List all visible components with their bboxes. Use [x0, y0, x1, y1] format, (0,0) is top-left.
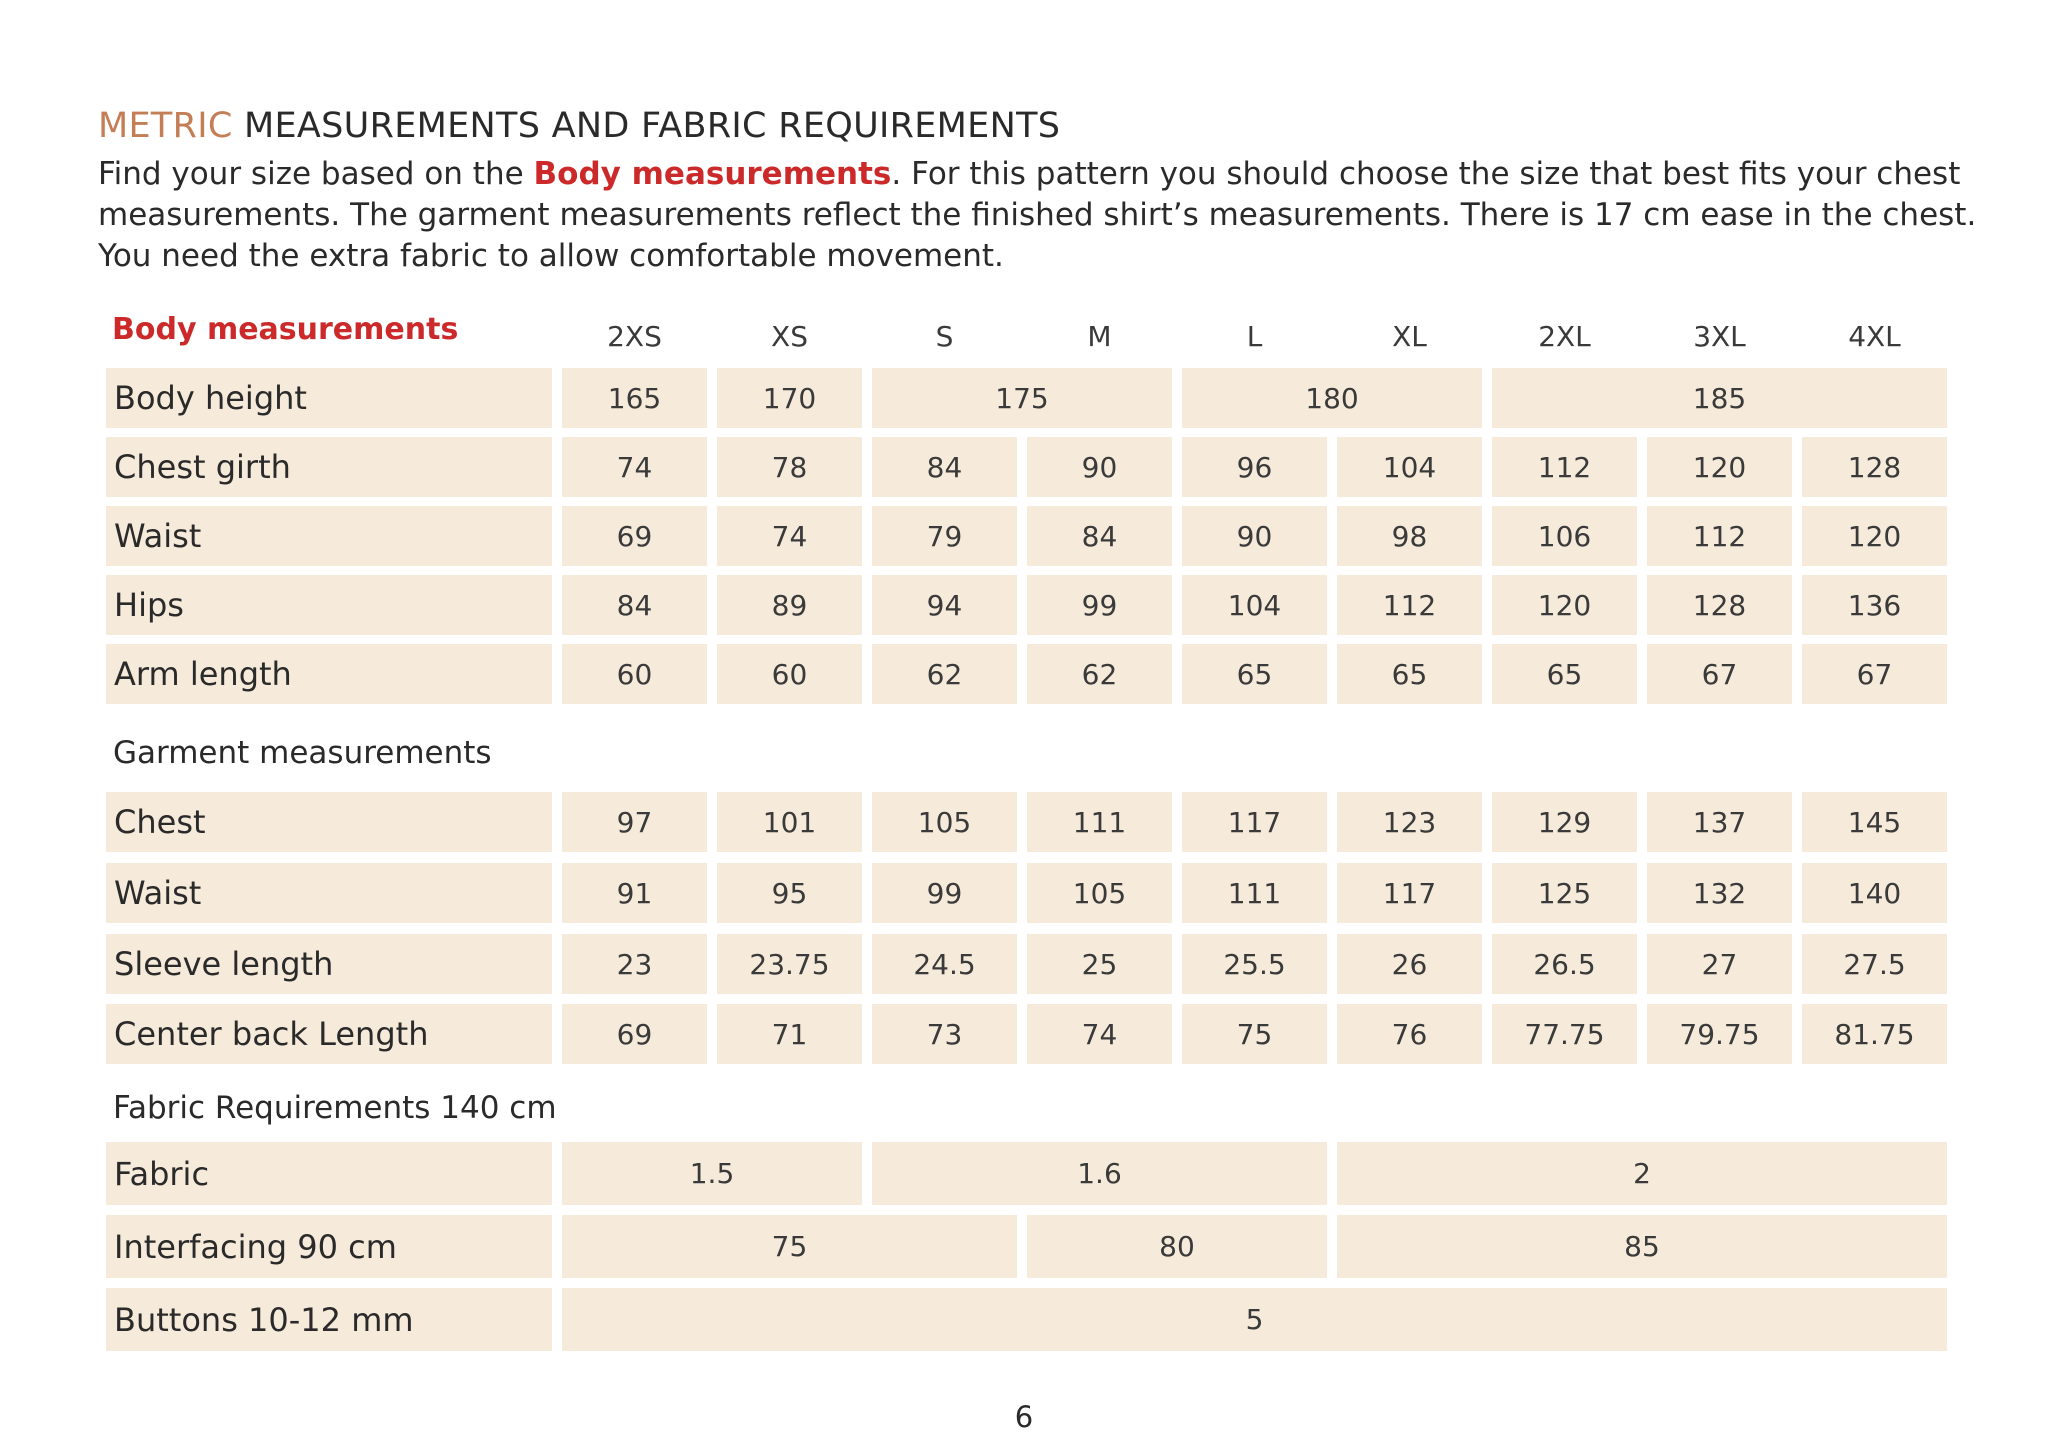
table-cell: 62: [872, 644, 1017, 704]
table-cell: 123: [1337, 792, 1482, 852]
table-cell: 101: [717, 792, 862, 852]
table-cell: 74: [562, 437, 707, 497]
table-cell: 84: [562, 575, 707, 635]
size-header-3xl: 3XL: [1693, 319, 1746, 353]
table-cell: 71: [717, 1004, 862, 1064]
table-cell: 79: [872, 506, 1017, 566]
table-cell: 89: [717, 575, 862, 635]
table-cell: 117: [1182, 792, 1327, 852]
table-cell: 60: [562, 644, 707, 704]
row-label: Chest girth: [106, 437, 552, 497]
table-cell: 27: [1647, 934, 1792, 994]
table-cell: 65: [1492, 644, 1637, 704]
intro-paragraph: [98, 154, 1998, 277]
table-cell: 69: [562, 1004, 707, 1064]
table-cell: 98: [1337, 506, 1482, 566]
table-cell: 91: [562, 863, 707, 923]
size-header-s: S: [935, 319, 954, 353]
table-cell: 112: [1337, 575, 1482, 635]
table-cell: 137: [1647, 792, 1792, 852]
size-header-xs: XS: [771, 319, 808, 353]
garment-measurements-header: Garment measurements: [113, 735, 492, 771]
table-cell: 165: [562, 368, 707, 428]
table-cell: 65: [1337, 644, 1482, 704]
table-cell: 1.6: [872, 1142, 1327, 1205]
table-cell: 1.5: [562, 1142, 862, 1205]
size-header-m: M: [1087, 319, 1112, 353]
table-cell: 26: [1337, 934, 1482, 994]
table-cell: 25.5: [1182, 934, 1327, 994]
intro-text: Find your size based on the: [98, 156, 534, 192]
size-header-4xl: 4XL: [1848, 319, 1901, 353]
row-label: Chest: [106, 792, 552, 852]
row-label: Buttons 10-12 mm: [106, 1288, 552, 1351]
heading-accent: METRIC: [98, 106, 233, 146]
table-cell: 62: [1027, 644, 1172, 704]
page-heading: [98, 106, 1060, 146]
table-cell: 136: [1802, 575, 1947, 635]
table-cell: 120: [1647, 437, 1792, 497]
fabric-requirements-header: Fabric Requirements 140 cm: [113, 1090, 557, 1126]
table-cell: 170: [717, 368, 862, 428]
table-cell: 80: [1027, 1215, 1327, 1278]
row-label: Center back Length: [106, 1004, 552, 1064]
table-cell: 117: [1337, 863, 1482, 923]
table-cell: 129: [1492, 792, 1637, 852]
table-cell: 23.75: [717, 934, 862, 994]
table-cell: 140: [1802, 863, 1947, 923]
row-label: Waist: [106, 863, 552, 923]
table-cell: 96: [1182, 437, 1327, 497]
table-cell: 90: [1182, 506, 1327, 566]
size-header-2xl: 2XL: [1538, 319, 1591, 353]
table-cell: 69: [562, 506, 707, 566]
row-label: Interfacing 90 cm: [106, 1215, 552, 1278]
row-label: Arm length: [106, 644, 552, 704]
table-cell: 60: [717, 644, 862, 704]
table-cell: 25: [1027, 934, 1172, 994]
table-cell: 67: [1802, 644, 1947, 704]
table-cell: 104: [1337, 437, 1482, 497]
row-label: Sleeve length: [106, 934, 552, 994]
table-cell: 104: [1182, 575, 1327, 635]
table-cell: 75: [1182, 1004, 1327, 1064]
table-cell: 65: [1182, 644, 1327, 704]
size-header-xl: XL: [1392, 319, 1427, 353]
table-cell: 111: [1182, 863, 1327, 923]
page-number: 6: [1014, 1400, 1034, 1434]
table-cell: 128: [1802, 437, 1947, 497]
table-cell: 73: [872, 1004, 1017, 1064]
table-cell: 2: [1337, 1142, 1947, 1205]
table-cell: 106: [1492, 506, 1637, 566]
table-cell: 76: [1337, 1004, 1482, 1064]
table-cell: 75: [562, 1215, 1017, 1278]
heading-rest: MEASUREMENTS AND FABRIC REQUIREMENTS: [232, 106, 1061, 146]
table-cell: 145: [1802, 792, 1947, 852]
table-cell: 120: [1802, 506, 1947, 566]
size-header-2xs: 2XS: [607, 319, 662, 353]
table-cell: 84: [872, 437, 1017, 497]
table-cell: 94: [872, 575, 1017, 635]
table-cell: 99: [1027, 575, 1172, 635]
size-header-l: L: [1246, 319, 1263, 353]
table-cell: 105: [872, 792, 1017, 852]
table-cell: 90: [1027, 437, 1172, 497]
table-cell: 99: [872, 863, 1017, 923]
intro-line-1: [98, 154, 1998, 195]
table-cell: 5: [562, 1288, 1947, 1351]
table-cell: 78: [717, 437, 862, 497]
table-cell: 120: [1492, 575, 1637, 635]
table-cell: 111: [1027, 792, 1172, 852]
table-cell: 79.75: [1647, 1004, 1792, 1064]
table-cell: 74: [1027, 1004, 1172, 1064]
table-cell: 84: [1027, 506, 1172, 566]
row-label: Hips: [106, 575, 552, 635]
intro-highlight: Body measurements: [533, 156, 892, 192]
table-cell: 23: [562, 934, 707, 994]
table-cell: 95: [717, 863, 862, 923]
table-cell: 67: [1647, 644, 1792, 704]
intro-text: . For this pattern you should choose the size that best fits your chest: [891, 156, 1961, 192]
intro-line-2: measurements. The garment measurements reflect the finished shirt’s measurements. There is 17 cm ease in the chest.: [98, 197, 1977, 233]
row-label: Fabric: [106, 1142, 552, 1205]
table-cell: 27.5: [1802, 934, 1947, 994]
table-cell: 180: [1182, 368, 1482, 428]
row-label: Body height: [106, 368, 552, 428]
table-cell: 112: [1492, 437, 1637, 497]
row-label: Waist: [106, 506, 552, 566]
table-cell: 175: [872, 368, 1172, 428]
table-cell: 85: [1337, 1215, 1947, 1278]
table-cell: 125: [1492, 863, 1637, 923]
table-cell: 26.5: [1492, 934, 1637, 994]
table-cell: 105: [1027, 863, 1172, 923]
body-measurements-header: Body measurements: [112, 312, 459, 347]
table-cell: 112: [1647, 506, 1792, 566]
table-cell: 77.75: [1492, 1004, 1637, 1064]
table-cell: 24.5: [872, 934, 1017, 994]
table-cell: 185: [1492, 368, 1947, 428]
table-cell: 128: [1647, 575, 1792, 635]
intro-line-3: You need the extra fabric to allow comfortable movement.: [98, 238, 1004, 274]
table-cell: 81.75: [1802, 1004, 1947, 1064]
table-cell: 97: [562, 792, 707, 852]
table-cell: 74: [717, 506, 862, 566]
table-cell: 132: [1647, 863, 1792, 923]
